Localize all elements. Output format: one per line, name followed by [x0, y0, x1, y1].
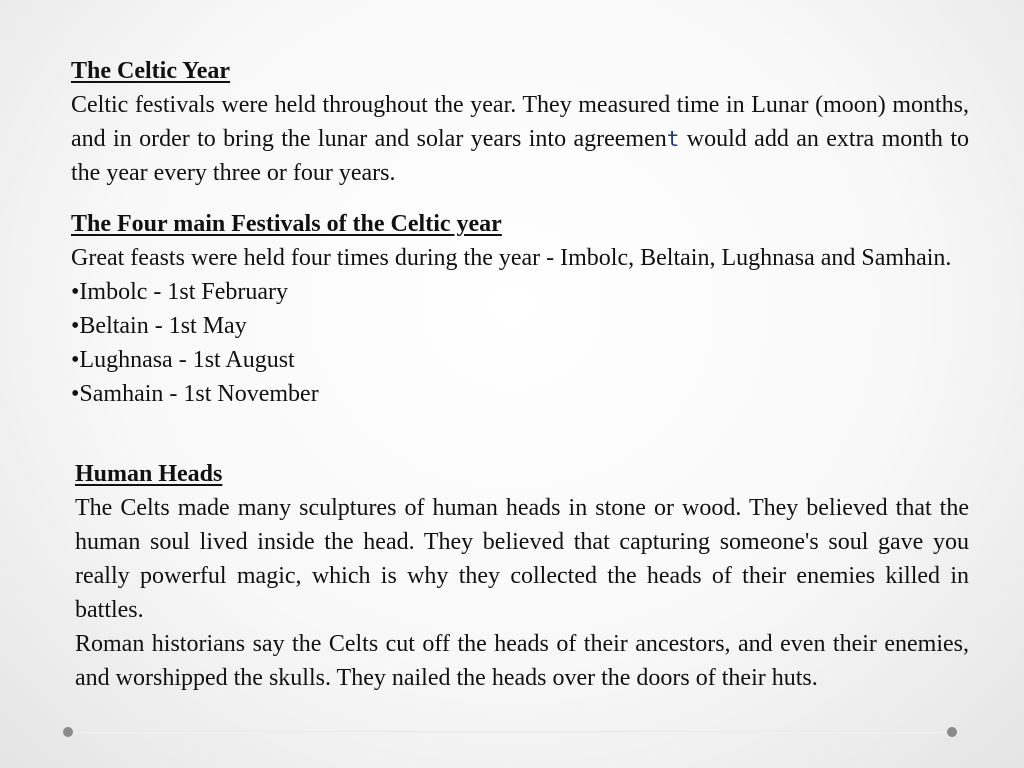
festivals-intro: Great feasts were held four times during the year - Imbolc, Beltain, Lughnasa and Samhain. — [71, 245, 952, 271]
festivals-list — [71, 275, 969, 411]
celtic-year-paragraph — [71, 88, 969, 190]
festival-item-lughnasa: •Lughnasa - 1st August — [71, 347, 295, 373]
festivals-section — [71, 207, 969, 411]
festival-item-beltain: •Beltain - 1st May — [71, 313, 247, 339]
celtic-year-mono-char: t — [666, 127, 680, 151]
celtic-year-heading: The Celtic Year — [71, 58, 231, 84]
celtic-year-section — [71, 54, 969, 190]
human-heads-paragraph-1: The Celts made many sculptures of human heads in stone or wood. They believed that the human soul lived inside the head. They believed that capturing someone's soul gave you really powerful magic, which is why they collected the heads of their enemies killed in battles. — [75, 495, 969, 623]
festival-item-imbolc: •Imbolc - 1st February — [71, 279, 289, 305]
footer-divider — [68, 731, 952, 733]
celtic-year-text: Celtic festivals were held throughout the year. They measured time in Lunar (moon) months, and in order to bring the lunar and solar years into agreemen — [71, 92, 969, 152]
human-heads-heading: Human Heads — [75, 461, 223, 487]
festivals-heading: The Four main Festivals of the Celtic year — [71, 211, 502, 237]
human-heads-paragraph-2: Roman historians say the Celts cut off the heads of their ancestors, and even their enemies, and worshipped the skulls. They nailed the heads over the doors of their huts. — [75, 631, 969, 691]
footer-dot-left — [63, 727, 73, 737]
festival-item-samhain: •Samhain - 1st November — [71, 381, 319, 407]
celtic-year-text-end: would add an extra month to the year every three or four years. — [71, 126, 969, 186]
footer-dot-right — [947, 727, 957, 737]
human-heads-section — [75, 457, 969, 695]
